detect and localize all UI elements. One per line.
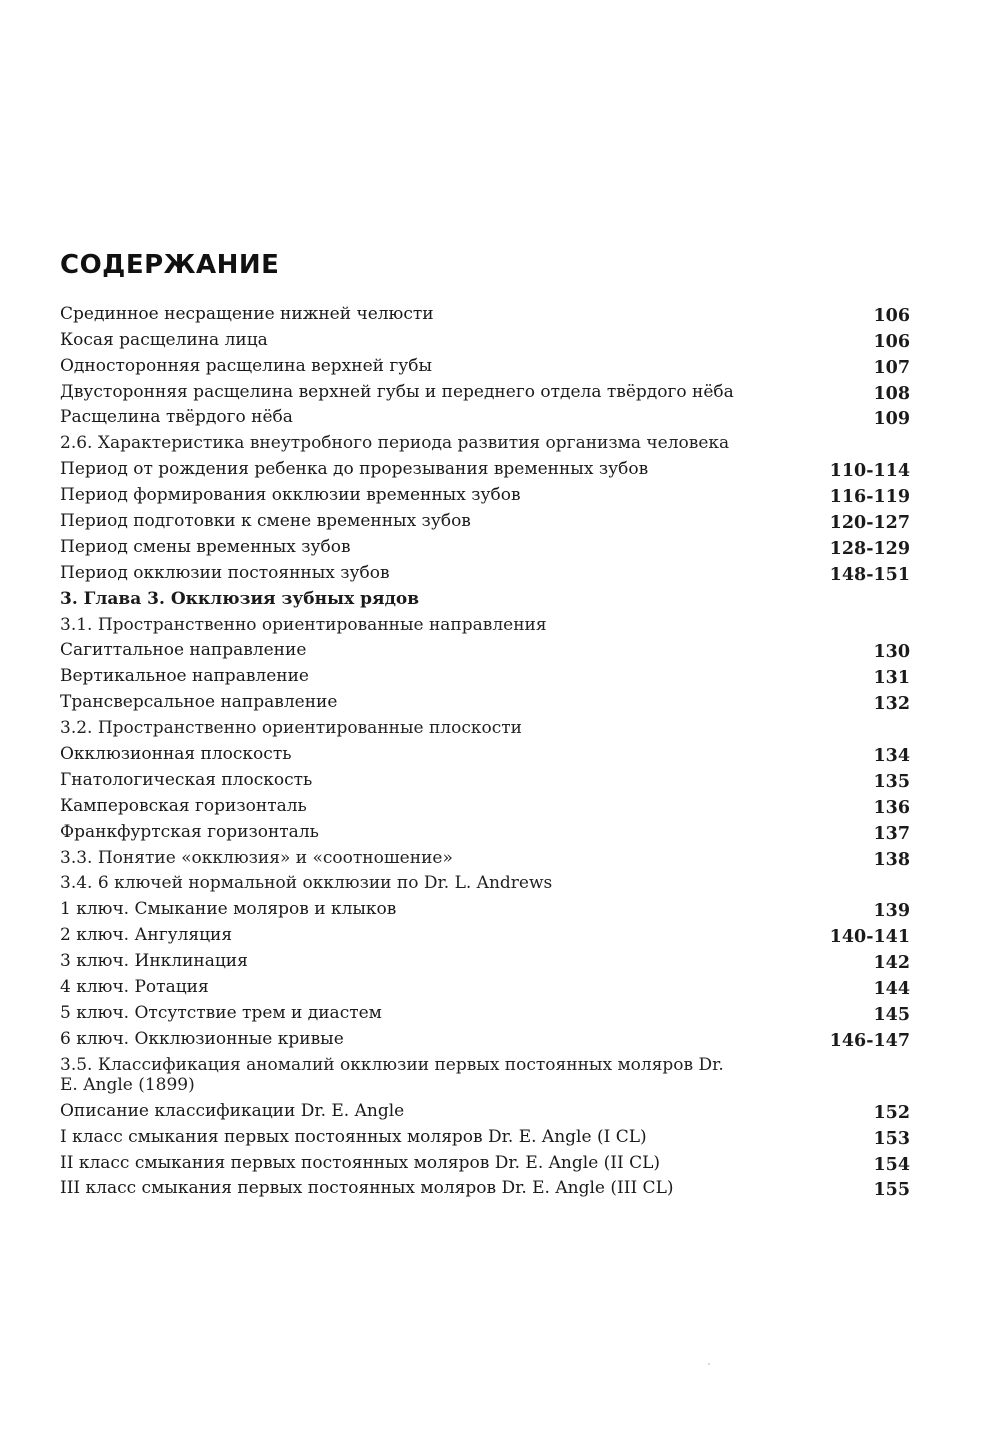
toc-entry-text: Период подготовки к смене временных зубов bbox=[60, 511, 471, 532]
toc-entry-text: Срединное несращение нижней челюсти bbox=[60, 303, 434, 324]
table-of-contents bbox=[60, 301, 910, 1201]
toc-entry-page: 153 bbox=[873, 1128, 910, 1149]
toc-entry-page: 136 bbox=[873, 797, 910, 818]
toc-section-text: 3.2. Пространственно ориентированные плоскости bbox=[60, 718, 522, 739]
toc-entry-unilateral-lip-cleft bbox=[60, 353, 910, 379]
toc-entry-transversal bbox=[60, 689, 910, 715]
toc-entry-text: Окклюзионная плоскость bbox=[60, 744, 292, 765]
toc-section-3-3 bbox=[60, 845, 910, 871]
toc-section-3-5 bbox=[60, 1052, 910, 1098]
toc-entry-page: 131 bbox=[873, 668, 910, 689]
toc-entry-text: Франкфуртская горизонталь bbox=[60, 821, 319, 842]
toc-entry-page: 137 bbox=[873, 823, 910, 844]
toc-entry-text: Период формирования окклюзии временных зубов bbox=[60, 485, 521, 506]
toc-entry-page: 142 bbox=[873, 953, 910, 974]
toc-entry-page: 132 bbox=[873, 694, 910, 715]
toc-entry-text: Период от рождения ребенка до прорезывания временных зубов bbox=[60, 459, 649, 480]
toc-entry-page: 146-147 bbox=[829, 1030, 910, 1051]
toc-entry-page: 107 bbox=[873, 357, 910, 378]
toc-section-3-1 bbox=[60, 612, 910, 638]
toc-entry-angle-class-2 bbox=[60, 1150, 910, 1176]
toc-entry-hard-palate-cleft bbox=[60, 405, 910, 431]
toc-entry-camper-horizontal bbox=[60, 793, 910, 819]
toc-entry-page: 109 bbox=[873, 409, 910, 430]
toc-entry-text: III класс смыкания первых постоянных моляров Dr. E. Angle (III CL) bbox=[60, 1178, 674, 1199]
toc-entry-sagittal bbox=[60, 638, 910, 664]
toc-entry-page: 106 bbox=[873, 305, 910, 326]
toc-entry-key-6 bbox=[60, 1026, 910, 1052]
toc-entry-page: 148-151 bbox=[829, 564, 910, 585]
toc-entry-text: 3 ключ. Инклинация bbox=[60, 951, 248, 972]
toc-entry-text: 6 ключ. Окклюзионные кривые bbox=[60, 1028, 344, 1049]
toc-entry-page: 116-119 bbox=[829, 487, 910, 508]
toc-entry-page: 128-129 bbox=[829, 538, 910, 559]
toc-entry-text: Период окклюзии постоянных зубов bbox=[60, 562, 390, 583]
toc-section-2-6 bbox=[60, 430, 910, 456]
toc-entry-text: Косая расщелина лица bbox=[60, 329, 268, 350]
toc-entry-page: 144 bbox=[873, 979, 910, 1000]
toc-section-3-2 bbox=[60, 715, 910, 741]
toc-entry-text: Двусторонняя расщелина верхней губы и переднего отдела твёрдого нёба bbox=[60, 381, 734, 402]
toc-section-text: 2.6. Характеристика внеутробного периода развития организма человека bbox=[60, 433, 730, 454]
toc-entry-page: 140-141 bbox=[829, 927, 910, 948]
paper-speck bbox=[708, 1363, 710, 1365]
toc-entry-oblique-facial-cleft bbox=[60, 327, 910, 353]
toc-entry-angle-description bbox=[60, 1098, 910, 1124]
toc-entry-primary-occlusion-formation bbox=[60, 482, 910, 508]
toc-entry-key-4 bbox=[60, 974, 910, 1000]
toc-entry-key-1 bbox=[60, 896, 910, 922]
toc-entry-text: Период смены временных зубов bbox=[60, 536, 351, 557]
toc-entry-page: 130 bbox=[873, 642, 910, 663]
toc-entry-text: Расщелина твёрдого нёба bbox=[60, 407, 293, 428]
toc-entry-text: 4 ключ. Ротация bbox=[60, 977, 209, 998]
toc-section-3-4 bbox=[60, 871, 910, 897]
toc-chapter-text: 3. Глава 3. Окклюзия зубных рядов bbox=[60, 588, 420, 609]
toc-section-text: 3.4. 6 ключей нормальной окклюзии по Dr. L. Andrews bbox=[60, 873, 553, 894]
toc-entry-page: 108 bbox=[873, 383, 910, 404]
toc-entry-angle-class-1 bbox=[60, 1124, 910, 1150]
toc-entry-preparation-for-change bbox=[60, 508, 910, 534]
toc-entry-tooth-change-period bbox=[60, 534, 910, 560]
toc-entry-key-3 bbox=[60, 948, 910, 974]
toc-entry-bilateral-lip-cleft bbox=[60, 379, 910, 405]
toc-entry-text: 5 ключ. Отсутствие трем и диастем bbox=[60, 1002, 382, 1023]
toc-entry-text: Односторонняя расщелина верхней губы bbox=[60, 355, 433, 376]
toc-section-text: 3.3. Понятие «окклюзия» и «соотношение» bbox=[60, 847, 453, 868]
toc-entry-page: 135 bbox=[873, 771, 910, 792]
toc-entry-text: Камперовская горизонталь bbox=[60, 795, 307, 816]
toc-entry-page: 152 bbox=[873, 1102, 910, 1123]
toc-chapter-3 bbox=[60, 586, 910, 612]
toc-entry-permanent-occlusion-period bbox=[60, 560, 910, 586]
toc-entry-frankfurt-horizontal bbox=[60, 819, 910, 845]
toc-entry-page: 155 bbox=[873, 1180, 910, 1201]
toc-section-text: 3.5. Классификация аномалий окклюзии первых постоянных моляров Dr. E. Angle (1899) bbox=[60, 1054, 724, 1095]
toc-entry-text: Трансверсальное направление bbox=[60, 692, 338, 713]
toc-entry-page: 138 bbox=[873, 849, 910, 870]
toc-entry-midline-mandible-cleft bbox=[60, 301, 910, 327]
toc-entry-occlusal-plane bbox=[60, 741, 910, 767]
toc-entry-birth-to-eruption bbox=[60, 456, 910, 482]
page-title: СОДЕРЖАНИЕ bbox=[60, 250, 280, 280]
toc-entry-text: I класс смыкания первых постоянных моляров Dr. E. Angle (I CL) bbox=[60, 1126, 647, 1147]
toc-entry-page: 134 bbox=[873, 746, 910, 767]
toc-entry-text: II класс смыкания первых постоянных моляров Dr. E. Angle (II CL) bbox=[60, 1152, 661, 1173]
toc-entry-angle-class-3 bbox=[60, 1176, 910, 1202]
toc-entry-text: Гнатологическая плоскость bbox=[60, 769, 313, 790]
toc-entry-text: Вертикальное направление bbox=[60, 666, 309, 687]
toc-entry-text: 2 ключ. Ангуляция bbox=[60, 925, 233, 946]
toc-entry-vertical bbox=[60, 663, 910, 689]
toc-entry-key-2 bbox=[60, 922, 910, 948]
toc-entry-page: 110-114 bbox=[829, 461, 910, 482]
toc-entry-text: 1 ключ. Смыкание моляров и клыков bbox=[60, 899, 397, 920]
toc-entry-text: Описание классификации Dr. E. Angle bbox=[60, 1100, 405, 1121]
toc-entry-page: 145 bbox=[873, 1004, 910, 1025]
toc-entry-page: 106 bbox=[873, 331, 910, 352]
toc-entry-key-5 bbox=[60, 1000, 910, 1026]
toc-entry-page: 139 bbox=[873, 901, 910, 922]
toc-section-text: 3.1. Пространственно ориентированные направления bbox=[60, 614, 547, 635]
toc-entry-text: Сагиттальное направление bbox=[60, 640, 307, 661]
toc-entry-page: 120-127 bbox=[829, 513, 910, 534]
toc-entry-gnathologic-plane bbox=[60, 767, 910, 793]
toc-entry-page: 154 bbox=[873, 1154, 910, 1175]
